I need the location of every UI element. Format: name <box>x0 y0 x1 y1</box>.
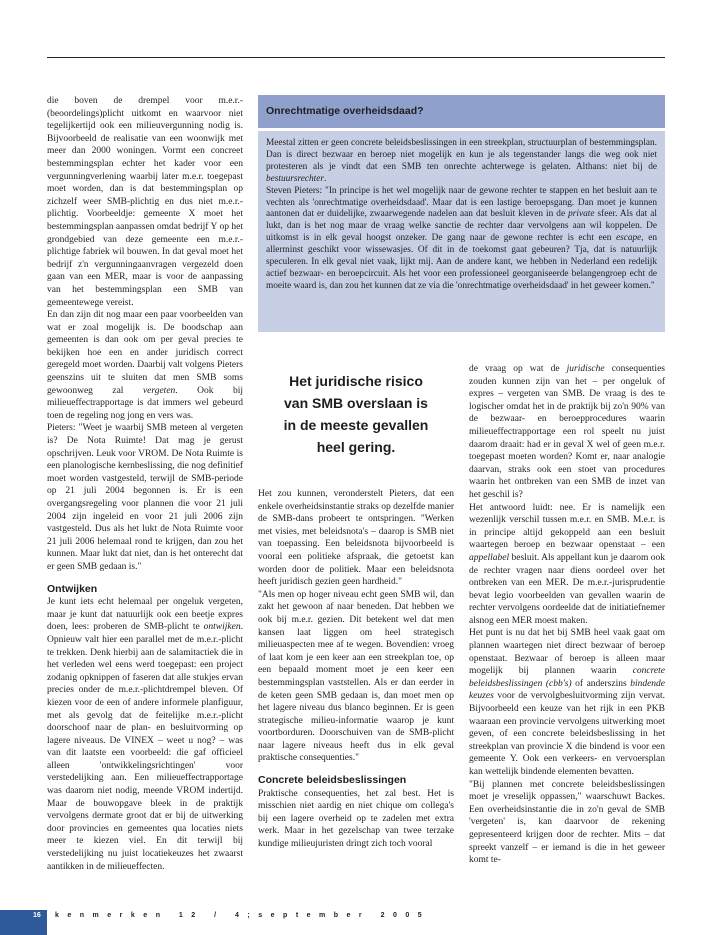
sidebar-box <box>258 95 665 332</box>
paragraph: "Als men op hoger niveau echt geen SMB wil, dan zakt het gewoon af naar beneden. Dat hebben we ook bij m.e.r. gezien. Dit betekent wel dat men kansen laat liggen om heel strategisch milieuaspecten mee af te wegen. Bovendien: vroeg of laat kom je een keer aan een streekplan toe, op een bepaald moment moet je een keer een bestemmingsplan vaststellen. Als er dan eerder in de keten geen SMB gedaan is, dan moet men op het lagere niveau dus blanco beginnen. Er is geen strategische milieu-informatie waarop je kunt voortborduren. Doorschuiven van de SMB-plicht naar lagere niveaus heeft dus in elk geval praktische consequenties." <box>258 589 454 764</box>
paragraph: Je kunt iets echt helemaal per ongeluk vergeten, maar je kunt dat natuurlijk ook een beetje expres doen, lees: proberen de SMB-plicht te ontwijken. Opnieuw valt hier een parallel met de m.e.r.-plicht te trekken. Denk hierbij aan de salamitactiek die in het verleden wel eens werd toegepast: een project zodanig opknippen of faseren dat alle stukjes ervan precies onder de m.e.r.-plichtdrempel bleven. Of kiezen voor de een of andere informele planfiguur, met als gevolg dat de feitelijke m.e.r.-plicht doorschoof naar de plan- en besluitvorming op lagere niveaus. De VINEX – weet u nog? – was van dit laatste een voorbeeld: die gaf officieel alleen 'ontwikkelingsrichtingen' voor verstedelijking aan. Een milieueffectrapportage was daarom niet nodig, meende VROM indertijd. Maar de bouwopgave bleek in de praktijk vervolgens dermate groot dat er bij de uitwerking door provincies en gemeentes qua locaties niets meer te kiezen viel. En dit terwijl bij verstedelijking nu juist locatiekeuzes het zwaarst aantikken in de milieueffecten. <box>47 597 243 872</box>
paragraph: En dan zijn dit nog maar een paar voorbeelden van wat er zoal mogelijk is. De boodschap aan gemeenten is dan ook om per geval precies te bekijken hoe een en ander juridisch correct geregeld moet worden. Daarbij valt volgens Pieters geenszins uit te sluiten dat men SMB soms gewoonweg zal vergeten. Ook bij milieueffectrapportage is dat immers wel gebeurd toen de regeling nog jong en vers was. <box>47 310 244 421</box>
pull-quote-line: heel gering. <box>316 439 396 455</box>
paragraph: Het antwoord luidt: nee. Er is namelijk een wezenlijk verschil tussen m.e.r. en SMB. M.e.r. is in principe altijd gekoppeld aan een besluit waartegen beroep en bezwaar openstaat – een appellabel besluit. Als appellant kun je daarom ook de rechter vragen naar diens oordeel over het ontbreken van een MER. De m.e.r.-jurisprudentie bevat legio voorbeelden van gevallen waarin de rechter vervolgens oordeelde dat de initiatiefnemer alsnog een MER moest maken. <box>469 502 665 626</box>
paragraph: Het punt is nu dat het bij SMB heel vaak gaat om plannen waartegen niet direct bezwaar of beroep openstaat. Bezwaar of beroep is alleen maar mogelijk bij plannen waarin concrete beleidsbeslissingen (cbb's) of anderszins bindende keuzes voor de vervolgbesluitvorming zijn vervat. Bijvoorbeeld een keuze van het rijk in een PKB waaraan een provincie vervolgens uitwerking moet geven, of een concrete beleidsbeslissing in het streekplan van provincie X die bindend is voor een gemeente Y. Ook een verkeers- en vervoersplan kan wettelijk bindende elementen bevatten. <box>469 628 666 777</box>
paragraph: Meestal zitten er geen concrete beleidsbeslissingen in een streekplan, structuurplan of bestemmingsplan. Dan is direct bezwaar en beroep niet mogelijk en kun je als tegenstander langs die weg ook niet protesteren als je vindt dat een SMB ten onrechte achterwege is gelaten. Althans: niet bij de bestuursrechter. <box>266 138 657 184</box>
paragraph: "Bij plannen met concrete beleidsbeslissingen moet je vreselijk oppassen," waarschuwt Backes. Een overheidsinstantie die in zo'n geval de SMB 'vergeten' is, kan daarvoor de rekening gepresenteerd krijgen door de rechter. Mits – dat spreekt vanzelf – er iemand is die in het geweer komt te- <box>469 779 665 866</box>
paragraph: die boven de drempel voor m.e.r.-(beoordelings)plicht uitkomt en waarvoor niet tegelijkertijd ook een milieuvergunning nodig is. Bijvoorbeeld de realisatie van een woonwijk met meer dan 2000 woningen. Vormt een concreet bestemmingsplan echter het kader voor een vergunningverlening waarbij later m.e.r. toegepast moet worden, dan is dat bestemmingsplan op zichzelf weer SMB-plichtig en dus niet m.e.r.-plichtig. Voorbeeldje: gemeente X moet het bestemmingsplan aanpassen omdat bedrijf Y op het grondgebied van deze gemeente een m.e.r.-plichtige fabriek wil bouwen. In dat geval moet het bedrijf z'n vergunningaanvragen vergezeld doen gaan van een MER, maar is voor de aanpassing van het bestemmingsplan een SMB van gemeentewege vereist. <box>47 96 243 308</box>
page-number: 16 <box>33 912 41 919</box>
pull-quote <box>258 370 454 458</box>
section-heading: Ontwijken <box>47 582 98 595</box>
paragraph: Pieters: "Weet je waarbij SMB meteen al vergeten is? De Nota Ruimte! Dat mag je gerust opschrijven. Leuk voor VROM. De Nota Ruimte is een planologische kernbeslissing, die nog definitief moet worden vastgesteld, terwijl de SMB-periode op 21 juli 2004 begonnen is. Er is een overgangsregeling voor plannen die voor 21 juli 2004 zijn ingeleid en voor 21 juli 2006 zijn vastgesteld. Dus als het lukt de Nota Ruimte voor 21 juli 2006 helemaal rond te krijgen, dan zou het kunnen. Maar lukt dat niet, dan is het onterecht dat er geen SMB gedaan is." <box>47 423 243 572</box>
top-rule <box>47 57 665 58</box>
sidebar-box-body <box>258 131 665 293</box>
paragraph: Het zou kunnen, veronderstelt Pieters, dat een enkele overheidsinstantie straks op dezelfde manier de SMB-dans probeert te ontspringen. "Werken met visies, met beleidsnota's – daarop is SMB niet van toepassing. Een beleidsnota bijvoorbeeld is vooral een politieke afspraak, die getoetst kan worden door de politiek. Maar een beleidsnota heeft juridisch gezien geen hardheid." <box>258 489 454 588</box>
section-heading: Concrete beleidsbeslissingen <box>258 774 407 787</box>
column-1 <box>47 95 243 873</box>
sidebar-box-title: Onrechtmatige overheidsdaad? <box>258 95 665 131</box>
pull-quote-line: in de meeste gevallen <box>283 417 429 433</box>
pull-quote-line: van SMB overslaan is <box>284 395 428 411</box>
running-footer: kenmerken 12 / 4;september 2005 <box>55 912 431 919</box>
column-2 <box>258 488 454 851</box>
paragraph: Praktische consequenties, het zal best. Het is misschien niet aardig en niet chique om collega's bij een lagere overheid op te zadelen met extra werk. Maar in het gezelschap van twee terzake kundige milieujuristen dringt zich toch vooral <box>258 788 454 850</box>
paragraph: de vraag op wat de juridische consequenties zouden kunnen zijn van het – per ongeluk of expres – vergeten van SMB. De vraag is des te logischer omdat het in de praktijk bij zo'n 90% van de bezwaar- en beroepprocedures waarin milieueffectrapportage een rol speelt nu juist daarom draait: had er in geval X wel of geen m.e.r. toegepast moeten worden? Komt er, naar analogie daarvan, straks ook een stoet van procedures waarin het ontbreken van een SMB de inzet van het geschil is? <box>469 364 665 500</box>
column-3 <box>469 363 665 867</box>
paragraph: Steven Pieters: "In principe is het wel mogelijk naar de gewone rechter te stappen en het besluit aan te vechten als 'onrechtmatige overheidsdaad'. Maar dat is een lastige beroepsgang. Dan moet je kunnen aantonen dat er duidelijke, zwaarwegende nadelen aan dat besluit kleven in de private sfeer. Als dat al lukt, dan is het nog maar de vraag welke sanctie de rechter daar vervolgens aan wil koppelen. De uitkomst is in elk geval hoogst onzeker. De gang naar de gewone rechter is echt een escape, en allerminst geschikt voor wissewasjes. Of dit in de toekomst gaat gebeuren? Tja, dat is natuurlijk speculeren. In elk geval niet vaak, lijkt mij. Aan de andere kant, we hebben in Nederland een redelijk actief bezwaar- en beroepcircuit. Als het voor een professioneel georganiseerde belangengroep echt de moeite waard is, dan zou het kunnen dat ze via die 'onrechtmatige overheidsdaad' in het geweer komen." <box>266 185 657 291</box>
pull-quote-line: Het juridische risico <box>289 373 423 389</box>
